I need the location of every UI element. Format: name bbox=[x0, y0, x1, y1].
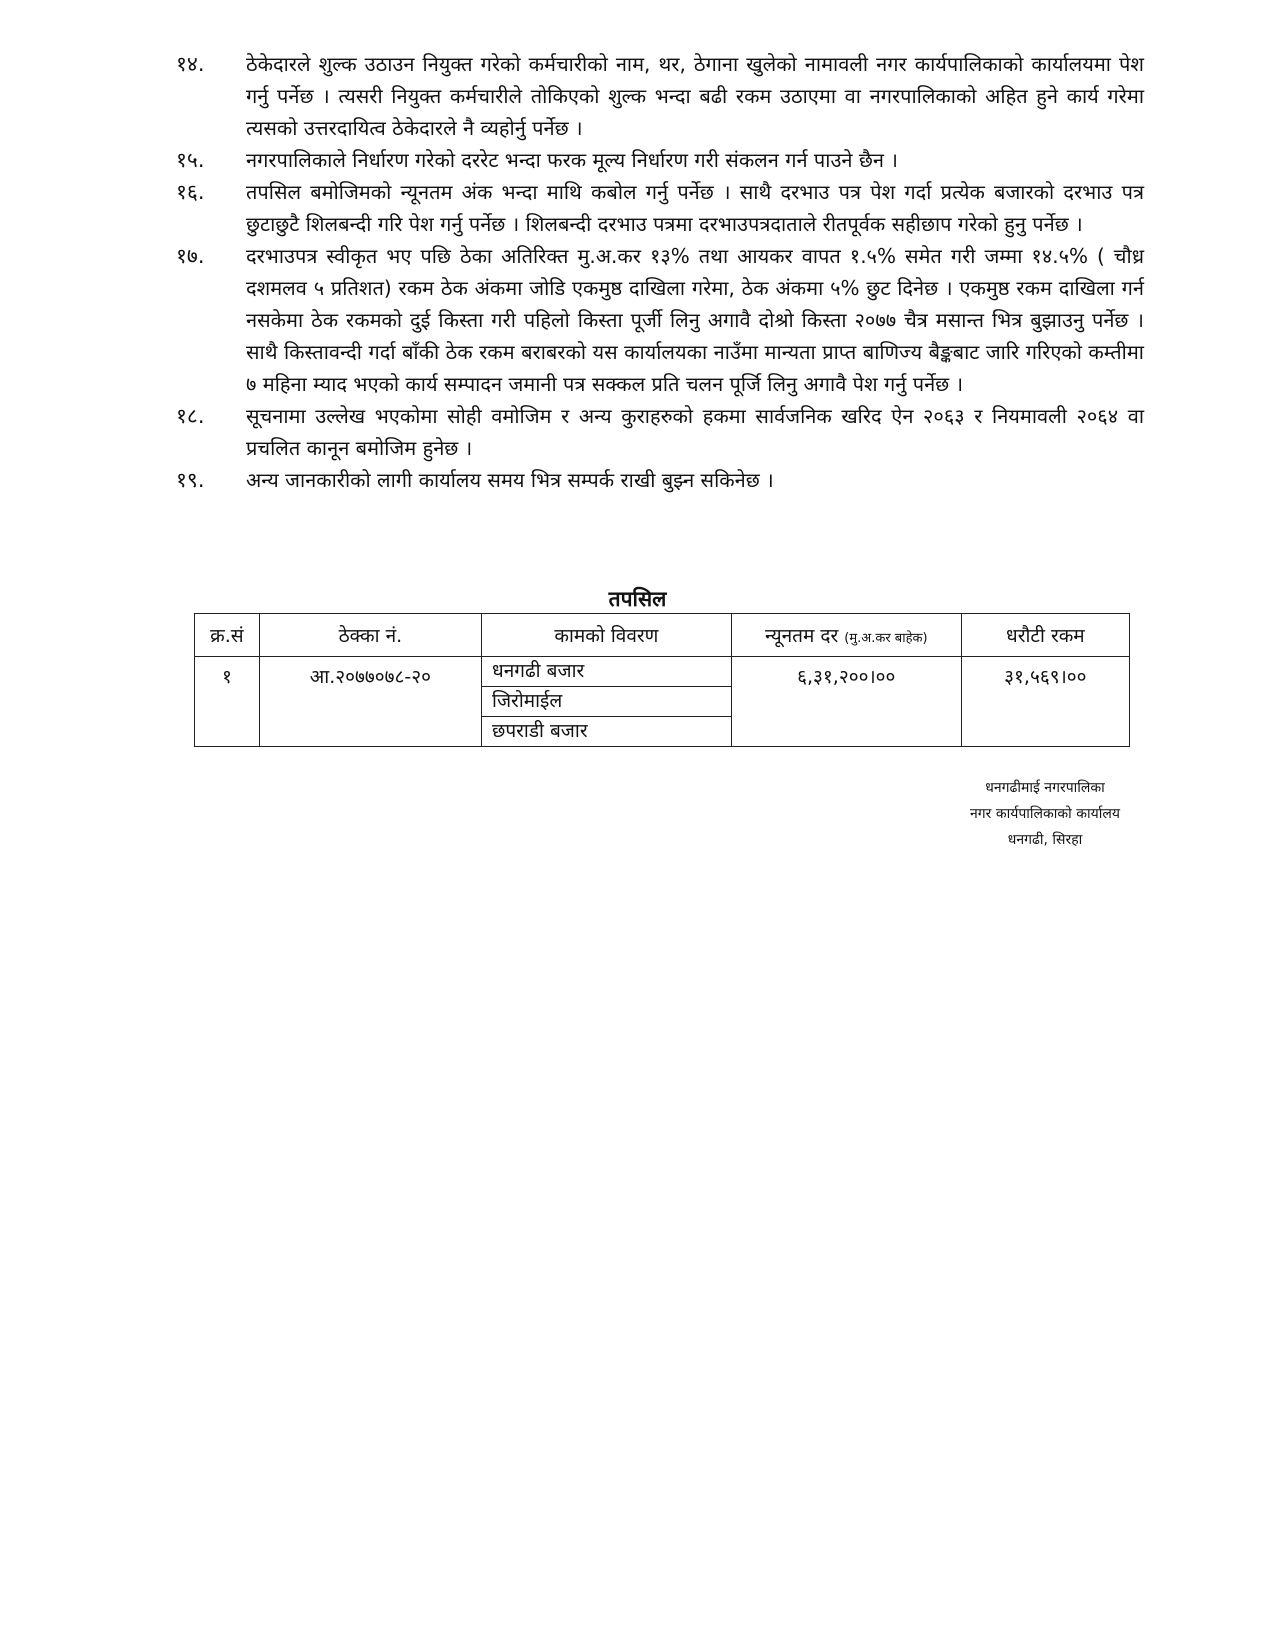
min-rate-label: न्यूनतम दर bbox=[764, 625, 839, 647]
header-min-rate bbox=[731, 614, 961, 657]
clause-text: नगरपालिकाले निर्धारण गरेको दररेट भन्दा फरक मूल्य निर्धारण गरी संकलन गर्न पाउने छैन । bbox=[246, 148, 898, 172]
description-list bbox=[482, 657, 731, 746]
clause-text: अन्य जानकारीको लागी कार्यालय समय भित्र सम्पर्क राखी बुझ्न सकिनेछ । bbox=[246, 468, 774, 492]
description-item: छपराडी बजार bbox=[492, 720, 588, 742]
clause-16 bbox=[168, 176, 1144, 240]
clause-text: सूचनामा उल्लेख भएकोमा सोही वमोजिम र अन्य कुराहरुको हकमा सार्वजनिक खरिद ऐन २०६३ र नियमावली २०६४ वा प्रचलित कानून बमोजिम हुनेछ । bbox=[246, 404, 1144, 460]
clause-number: १४. bbox=[176, 52, 205, 76]
cell-contract-no: आ.२०७७०७८-२० bbox=[259, 657, 481, 747]
clause-number: १८. bbox=[176, 404, 205, 428]
clause-number: १९. bbox=[176, 468, 205, 492]
clause-text: तपसिल बमोजिमको न्यूनतम अंक भन्दा माथि कबोल गर्नु पर्नेछ । साथै दरभाउ पत्र पेश गर्दा प्रत्येक बजारको दरभाउ पत्र छुटाछुटै शिलबन्दी गरि पेश गर्नु पर्नेछ । शिलबन्दी दरभाउ पत्रमा दरभाउपत्रदाताले रीतपूर्वक सहीछाप गरेको हुनु पर्नेछ । bbox=[246, 180, 1144, 236]
clause-text: दरभाउपत्र स्वीकृत भए पछि ठेका अतिरिक्त मु.अ.कर १३% तथा आयकर वापत १.५% समेत गरी जम्मा १४.५% ( चौध्र दशमलव ५ प्रतिशत) रकम ठेक अंकमा जोडि एकमुष्ठ दाखिला गरेमा, ठेक अंकमा ५% छुट दिनेछ । एकमुष्ठ रकम दाखिला गर्न नसकेमा ठेक रकमको दुई किस्ता गरी पहिलो किस्ता पूर्जी लिनु अगावै दोश्रो किस्ता २०७७ चैत्र मसान्त भित्र बुझाउनु पर्नेछ । साथै किस्तावन्दी गर्दा बाँकी ठेक रकम बराबरको यस कार्यालयका नाउँमा मान्यता प्राप्त बाणिज्य बैङ्कबाट जारि गरिएको कम्तीमा ७ महिना म्याद भएको कार्य सम्पादन जमानी पत्र सक्कल प्रति चलन पूर्जि लिनु अगावै पेश गर्नु पर्नेछ । bbox=[246, 244, 1144, 396]
signature-office-address: धनगढी, सिरहा bbox=[1007, 832, 1083, 848]
signature-office-name: धनगढीमाई नगरपालिका bbox=[985, 780, 1105, 796]
cell-min-rate: ६,३१,२००।०० bbox=[731, 657, 961, 747]
clause-14 bbox=[168, 48, 1144, 144]
clause-number: १६. bbox=[176, 180, 205, 204]
cell-deposit: ३१,५६९।०० bbox=[961, 657, 1129, 747]
clause-17 bbox=[168, 240, 1144, 400]
schedule-title: तपसिल bbox=[608, 587, 667, 611]
schedule-table bbox=[194, 613, 1130, 747]
clause-number: १७. bbox=[176, 244, 205, 268]
clause-18 bbox=[168, 400, 1144, 464]
description-item: जिरोमाईल bbox=[482, 687, 731, 717]
clause-number: १५. bbox=[176, 148, 205, 172]
clause-text: ठेकेदारले शुल्क उठाउन नियुक्त गरेको कर्मचारीको नाम, थर, ठेगाना खुलेको नामावली नगर कार्यपालिकाको कार्यालयमा पेश गर्नु पर्नेछ । त्यसरी नियुक्त कर्मचारीले तोकिएको शुल्क भन्दा बढी रकम उठाएमा वा नगरपालिकाको अहित हुने कार्य गरेमा त्यसको उत्तरदायित्व ठेकेदारले नै व्यहोर्नु पर्नेछ । bbox=[246, 52, 1144, 140]
clause-list bbox=[168, 48, 1144, 496]
min-rate-note: (मु.अ.कर बाहेक) bbox=[844, 631, 928, 646]
header-description: कामको विवरण bbox=[482, 614, 732, 657]
header-sn: क्र.सं bbox=[195, 614, 260, 657]
table-row bbox=[195, 657, 1130, 747]
cell-descriptions bbox=[482, 657, 732, 747]
description-item: धनगढी बजार bbox=[482, 657, 731, 687]
clause-19 bbox=[168, 464, 1144, 496]
signature-block bbox=[930, 775, 1160, 853]
header-deposit: धरौटी रकम bbox=[961, 614, 1129, 657]
header-contract-no: ठेक्का नं. bbox=[259, 614, 481, 657]
signature-office-title: नगर कार्यपालिकाको कार्यालय bbox=[970, 806, 1120, 822]
table-header-row bbox=[195, 614, 1130, 657]
cell-sn: १ bbox=[195, 657, 260, 747]
clause-15 bbox=[168, 144, 1144, 176]
